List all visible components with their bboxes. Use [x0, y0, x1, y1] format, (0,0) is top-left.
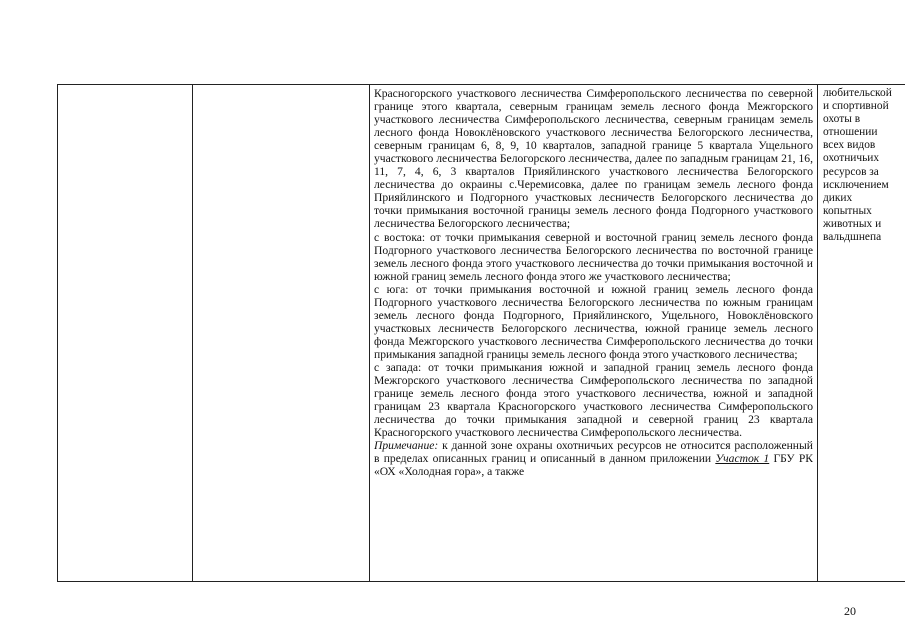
- table-row: [58, 85, 905, 582]
- purpose-line: ресурсов за: [823, 165, 879, 178]
- purpose-line: любительской: [823, 87, 892, 99]
- note-paragraph: [374, 439, 813, 478]
- purpose-line: охотничьих: [823, 152, 880, 165]
- note-label: Примечание:: [374, 439, 439, 453]
- purpose-line: копытных: [823, 204, 872, 217]
- purpose-line: и спортивной: [823, 100, 889, 113]
- purpose-text: [818, 85, 905, 244]
- purpose-line: животных и: [823, 217, 882, 230]
- table-cell-col2: [193, 85, 370, 582]
- purpose-line: исключением: [823, 178, 889, 191]
- purpose-cell: [818, 85, 905, 582]
- purpose-line: охоты в: [823, 113, 861, 126]
- boundary-paragraph-east: с востока: от точки примыкания северной и восточной границ земель лесного фонда Подгорного участкового лесничества Белогорского лесничества по восточной границе земель лесного фонда этого участкового лесничества до точки примыкания восточной и южной границ земель лесного фонда этого же участкового лесничества;: [374, 230, 813, 283]
- boundary-description-cell: [370, 85, 818, 582]
- purpose-line: отношении: [823, 126, 878, 139]
- note-text-after: ГБУ РК «ОХ «Холодная гора», а также: [374, 452, 814, 479]
- purpose-line: всех видов: [823, 139, 876, 152]
- boundary-table: [57, 84, 905, 582]
- note-plot-reference: Участок 1: [715, 452, 770, 466]
- boundary-paragraph-north: Красногорского участкового лесничества Симферопольского лесничества по северной границе этого квартала, северным границам земель лесного фонда Межгорского участкового лесничества Симферопольского лесничества, северным границам земель лесного фонда Новоклёновского участкового лесничества Белогорского лесничества, северным границам 6, 8, 9, 10 кварталов, западной границе 5 квартала Ущельного участкового лесничества Белогорского лесничества, далее по западным границам 21, 16, 11, 7, 4, 6, 3 кварталов Прияйлинского участкового лесничества Белогорского лесничества до окраины с.Черемисовка, далее по границам земель лесного фонда Прияйлинского и Подгорного участковых лесничеств Белогорского лесничества до точки примыкания восточной границы земель лесного фонда Подгорного участкового лесничества Белогорского лесничества;: [374, 87, 813, 231]
- purpose-line: вальдшнепа: [823, 231, 882, 244]
- page-number: 20: [844, 604, 856, 618]
- purpose-line: диких: [823, 191, 853, 204]
- boundary-description: [370, 85, 817, 478]
- boundary-paragraph-west: с запада: от точки примыкания южной и западной границ земель лесного фонда Межгорского участкового лесничества Симферопольского лесничества по западной границе земель лесного фонда этого участкового лесничества, южной и западной границам 23 квартала Красногорского участкового лесничества Симферопольского лесничества до точки примыкания западной и северной границ 23 квартала Красногорского участкового лесничества Симферопольского лесничества.: [374, 360, 813, 440]
- boundary-paragraph-south: с юга: от точки примыкания восточной и южной границ земель лесного фонда Подгорного участкового лесничества Белогорского лесничества по южным границам земель лесного фонда Подгорного, Прияйлинского, Ущельного, Новоклёновского участковых лесничеств Белогорского лесничества, южной границе земель лесного фонда Межгорского участкового лесничества Симферопольского лесничества до точки примыкания западной границы земель лесного фонда этого участкового лесничества;: [374, 282, 813, 361]
- note-text-before: к данной зоне охраны охотничьих ресурсов не относится расположенный в пределах описанных границ и описанный в данном приложении: [374, 439, 813, 466]
- table-cell-col1: [58, 85, 193, 582]
